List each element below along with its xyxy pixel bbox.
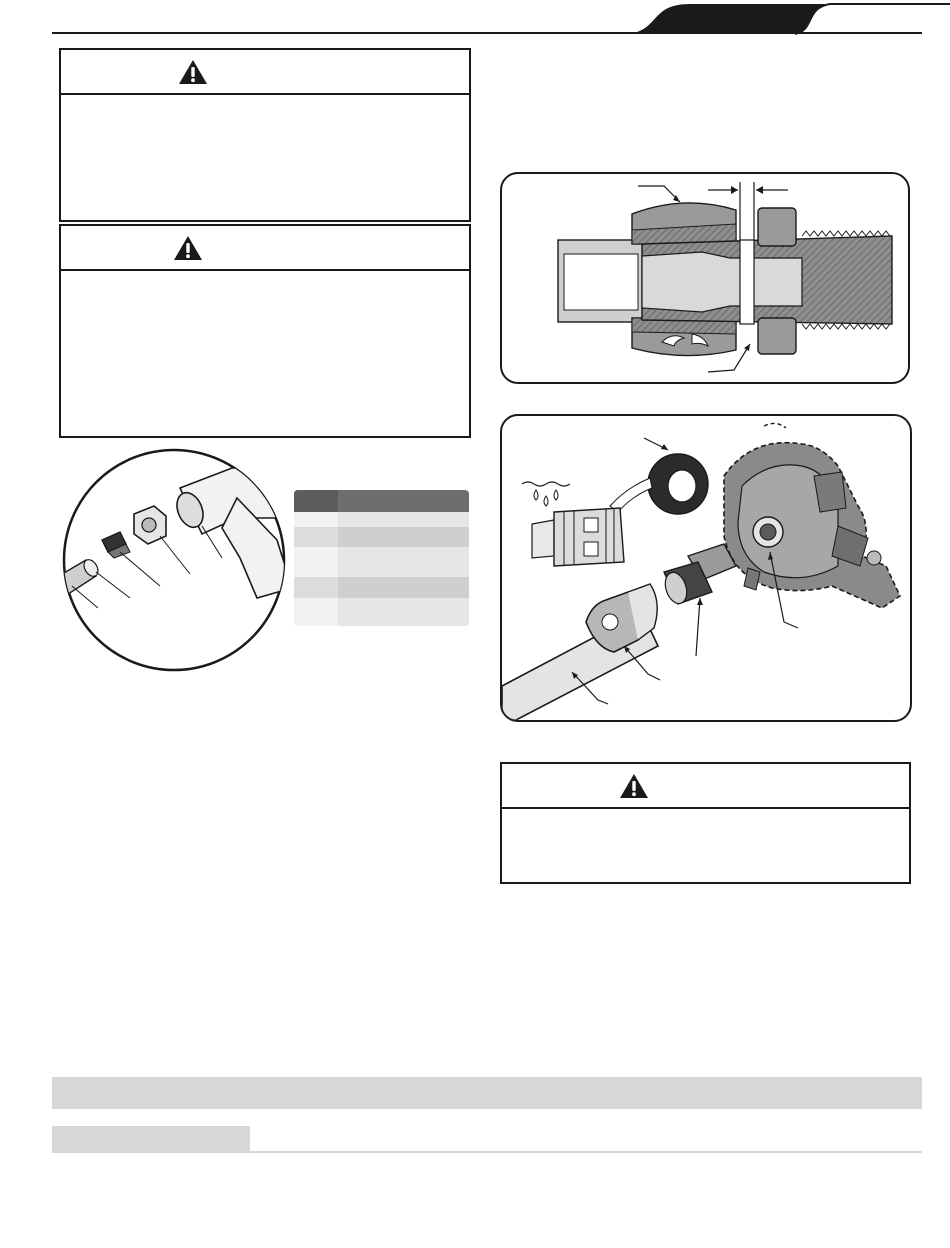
warning-triangle-icon [619,773,649,799]
table-row [294,598,469,626]
subsection-heading-tab [52,1126,250,1153]
warning-triangle-icon [173,235,203,261]
warning-box-2-header [61,226,469,271]
warning-box-1 [59,48,471,222]
pump-fitting-assembly-figure [500,414,912,722]
bulkhead-cross-section-figure [500,172,910,384]
header-tab [620,0,950,36]
warning-triangle-icon [178,59,208,85]
warning-box-3-header [502,764,909,809]
warning-box-1-header [61,50,469,95]
subsection-rule [250,1151,922,1153]
fitting-detail-illustration [62,448,286,672]
warning-box-3 [500,762,911,884]
pump-fitting-assembly-illustration [502,416,910,720]
table-row [294,547,469,577]
bulkhead-cross-section-illustration [502,174,908,382]
section-heading-bar [52,1077,922,1109]
table-row [294,577,469,598]
table-row [294,512,469,527]
spec-table [294,490,469,626]
table-row [294,527,469,547]
warning-box-2 [59,224,471,438]
table-header-row [294,490,469,512]
